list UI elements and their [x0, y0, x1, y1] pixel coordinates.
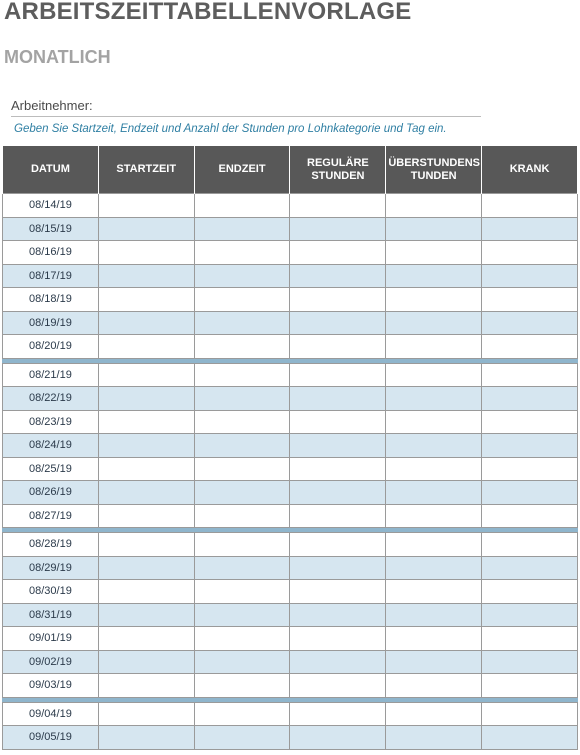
- date-cell: 09/03/19: [3, 674, 99, 698]
- sick-cell[interactable]: [482, 481, 578, 505]
- regular-hours-cell[interactable]: [290, 580, 386, 604]
- overtime-hours-cell[interactable]: [386, 311, 482, 335]
- sick-cell[interactable]: [482, 434, 578, 458]
- table-row: [3, 457, 578, 481]
- start-time-cell[interactable]: [98, 533, 194, 557]
- table-row: [3, 311, 578, 335]
- overtime-hours-cell[interactable]: [386, 217, 482, 241]
- table-row: [3, 363, 578, 387]
- overtime-hours-cell[interactable]: [386, 603, 482, 627]
- sick-cell[interactable]: [482, 726, 578, 750]
- table-row: [3, 580, 578, 604]
- sick-cell[interactable]: [482, 603, 578, 627]
- start-time-cell[interactable]: [98, 504, 194, 528]
- regular-hours-cell[interactable]: [290, 650, 386, 674]
- start-time-cell[interactable]: [98, 217, 194, 241]
- sick-cell[interactable]: [482, 580, 578, 604]
- table-row: [3, 194, 578, 218]
- date-cell: 08/18/19: [3, 288, 99, 312]
- table-row: [3, 241, 578, 265]
- sick-cell[interactable]: [482, 627, 578, 651]
- start-time-cell[interactable]: [98, 556, 194, 580]
- overtime-hours-cell[interactable]: [386, 556, 482, 580]
- table-row: [3, 533, 578, 557]
- start-time-cell[interactable]: [98, 674, 194, 698]
- start-time-cell[interactable]: [98, 387, 194, 411]
- sick-cell[interactable]: [482, 194, 578, 218]
- end-time-cell[interactable]: [194, 241, 290, 265]
- end-time-cell[interactable]: [194, 504, 290, 528]
- column-header-sick: KRANK: [482, 146, 578, 194]
- table-row: [3, 556, 578, 580]
- regular-hours-cell[interactable]: [290, 533, 386, 557]
- table-row: [3, 481, 578, 505]
- table-row: [3, 264, 578, 288]
- regular-hours-cell[interactable]: [290, 311, 386, 335]
- sick-cell[interactable]: [482, 702, 578, 726]
- overtime-hours-cell[interactable]: [386, 627, 482, 651]
- sick-cell[interactable]: [482, 311, 578, 335]
- date-cell: 08/15/19: [3, 217, 99, 241]
- regular-hours-cell[interactable]: [290, 241, 386, 265]
- instructions-text: Geben Sie Startzeit, Endzeit und Anzahl der Stunden pro Lohnkategorie und Tag ein.: [14, 123, 447, 135]
- end-time-cell[interactable]: [194, 264, 290, 288]
- regular-hours-cell[interactable]: [290, 481, 386, 505]
- date-cell: 08/16/19: [3, 241, 99, 265]
- column-header-end-time: ENDZEIT: [194, 146, 290, 194]
- date-cell: 08/20/19: [3, 335, 99, 359]
- start-time-cell[interactable]: [98, 241, 194, 265]
- start-time-cell[interactable]: [98, 288, 194, 312]
- start-time-cell[interactable]: [98, 363, 194, 387]
- regular-hours-cell[interactable]: [290, 556, 386, 580]
- end-time-cell[interactable]: [194, 217, 290, 241]
- table-row: [3, 387, 578, 411]
- overtime-hours-cell[interactable]: [386, 481, 482, 505]
- date-cell: 08/24/19: [3, 434, 99, 458]
- table-row: [3, 650, 578, 674]
- column-header-overtime-hours: ÜBERSTUNDENS TUNDEN: [386, 146, 482, 194]
- regular-hours-cell[interactable]: [290, 335, 386, 359]
- overtime-hours-cell[interactable]: [386, 194, 482, 218]
- date-cell: 08/29/19: [3, 556, 99, 580]
- end-time-cell[interactable]: [194, 674, 290, 698]
- end-time-cell[interactable]: [194, 533, 290, 557]
- regular-hours-cell[interactable]: [290, 288, 386, 312]
- date-cell: 09/04/19: [3, 702, 99, 726]
- end-time-cell[interactable]: [194, 702, 290, 726]
- end-time-cell[interactable]: [194, 580, 290, 604]
- date-cell: 08/17/19: [3, 264, 99, 288]
- overtime-hours-cell[interactable]: [386, 726, 482, 750]
- sick-cell[interactable]: [482, 533, 578, 557]
- page-title: ARBEITSZEITTABELLENVORLAGE: [4, 0, 412, 25]
- date-cell: 08/27/19: [3, 504, 99, 528]
- start-time-cell[interactable]: [98, 434, 194, 458]
- end-time-cell[interactable]: [194, 650, 290, 674]
- table-row: [3, 504, 578, 528]
- overtime-hours-cell[interactable]: [386, 580, 482, 604]
- start-time-cell[interactable]: [98, 650, 194, 674]
- sick-cell[interactable]: [482, 504, 578, 528]
- end-time-cell[interactable]: [194, 387, 290, 411]
- table-row: [3, 288, 578, 312]
- date-cell: 08/30/19: [3, 580, 99, 604]
- end-time-cell[interactable]: [194, 726, 290, 750]
- start-time-cell[interactable]: [98, 580, 194, 604]
- overtime-hours-cell[interactable]: [386, 674, 482, 698]
- overtime-hours-cell[interactable]: [386, 702, 482, 726]
- overtime-hours-cell[interactable]: [386, 410, 482, 434]
- start-time-cell[interactable]: [98, 603, 194, 627]
- sick-cell[interactable]: [482, 674, 578, 698]
- regular-hours-cell[interactable]: [290, 627, 386, 651]
- date-cell: 09/01/19: [3, 627, 99, 651]
- table-row: [3, 726, 578, 750]
- date-cell: 08/21/19: [3, 363, 99, 387]
- overtime-hours-cell[interactable]: [386, 363, 482, 387]
- start-time-cell[interactable]: [98, 627, 194, 651]
- employee-label: Arbeitnehmer:: [11, 98, 93, 113]
- overtime-hours-cell[interactable]: [386, 264, 482, 288]
- sick-cell[interactable]: [482, 457, 578, 481]
- date-cell: 08/23/19: [3, 410, 99, 434]
- regular-hours-cell[interactable]: [290, 434, 386, 458]
- sick-cell[interactable]: [482, 363, 578, 387]
- end-time-cell[interactable]: [194, 481, 290, 505]
- overtime-hours-cell[interactable]: [386, 533, 482, 557]
- column-header-regular-hours: REGULÄRE STUNDEN: [290, 146, 386, 194]
- table-row: [3, 335, 578, 359]
- sick-cell[interactable]: [482, 387, 578, 411]
- date-cell: 08/22/19: [3, 387, 99, 411]
- regular-hours-cell[interactable]: [290, 674, 386, 698]
- regular-hours-cell[interactable]: [290, 603, 386, 627]
- table-row: [3, 603, 578, 627]
- end-time-cell[interactable]: [194, 434, 290, 458]
- date-cell: 08/25/19: [3, 457, 99, 481]
- start-time-cell[interactable]: [98, 410, 194, 434]
- overtime-hours-cell[interactable]: [386, 387, 482, 411]
- regular-hours-cell[interactable]: [290, 363, 386, 387]
- end-time-cell[interactable]: [194, 335, 290, 359]
- end-time-cell[interactable]: [194, 627, 290, 651]
- regular-hours-cell[interactable]: [290, 504, 386, 528]
- table-row: [3, 702, 578, 726]
- overtime-hours-cell[interactable]: [386, 288, 482, 312]
- table-row: [3, 434, 578, 458]
- table-row: [3, 217, 578, 241]
- start-time-cell[interactable]: [98, 726, 194, 750]
- regular-hours-cell[interactable]: [290, 194, 386, 218]
- start-time-cell[interactable]: [98, 311, 194, 335]
- sick-cell[interactable]: [482, 217, 578, 241]
- overtime-hours-cell[interactable]: [386, 650, 482, 674]
- end-time-cell[interactable]: [194, 457, 290, 481]
- start-time-cell[interactable]: [98, 194, 194, 218]
- sick-cell[interactable]: [482, 650, 578, 674]
- end-time-cell[interactable]: [194, 410, 290, 434]
- start-time-cell[interactable]: [98, 457, 194, 481]
- end-time-cell[interactable]: [194, 603, 290, 627]
- regular-hours-cell[interactable]: [290, 410, 386, 434]
- date-cell: 09/05/19: [3, 726, 99, 750]
- sick-cell[interactable]: [482, 410, 578, 434]
- start-time-cell[interactable]: [98, 335, 194, 359]
- overtime-hours-cell[interactable]: [386, 457, 482, 481]
- table-row: [3, 627, 578, 651]
- date-cell: 08/31/19: [3, 603, 99, 627]
- date-cell: 08/19/19: [3, 311, 99, 335]
- overtime-hours-cell[interactable]: [386, 335, 482, 359]
- sick-cell[interactable]: [482, 288, 578, 312]
- overtime-hours-cell[interactable]: [386, 241, 482, 265]
- end-time-cell[interactable]: [194, 288, 290, 312]
- employee-field[interactable]: [11, 97, 481, 117]
- header-row: [3, 146, 578, 194]
- date-cell: 09/02/19: [3, 650, 99, 674]
- regular-hours-cell[interactable]: [290, 217, 386, 241]
- sick-cell[interactable]: [482, 335, 578, 359]
- end-time-cell[interactable]: [194, 363, 290, 387]
- sick-cell[interactable]: [482, 556, 578, 580]
- column-header-start-time: STARTZEIT: [98, 146, 194, 194]
- timesheet-table: [2, 146, 578, 750]
- sick-cell[interactable]: [482, 241, 578, 265]
- timesheet-body: [3, 194, 578, 750]
- overtime-hours-cell[interactable]: [386, 504, 482, 528]
- end-time-cell[interactable]: [194, 556, 290, 580]
- table-row: [3, 674, 578, 698]
- date-cell: 08/14/19: [3, 194, 99, 218]
- regular-hours-cell[interactable]: [290, 702, 386, 726]
- start-time-cell[interactable]: [98, 264, 194, 288]
- regular-hours-cell[interactable]: [290, 264, 386, 288]
- regular-hours-cell[interactable]: [290, 387, 386, 411]
- sick-cell[interactable]: [482, 264, 578, 288]
- date-cell: 08/26/19: [3, 481, 99, 505]
- column-header-date: DATUM: [3, 146, 99, 194]
- end-time-cell[interactable]: [194, 311, 290, 335]
- regular-hours-cell[interactable]: [290, 726, 386, 750]
- regular-hours-cell[interactable]: [290, 457, 386, 481]
- start-time-cell[interactable]: [98, 702, 194, 726]
- end-time-cell[interactable]: [194, 194, 290, 218]
- overtime-hours-cell[interactable]: [386, 434, 482, 458]
- start-time-cell[interactable]: [98, 481, 194, 505]
- table-row: [3, 410, 578, 434]
- date-cell: 08/28/19: [3, 533, 99, 557]
- page-subtitle: MONATLICH: [4, 47, 111, 67]
